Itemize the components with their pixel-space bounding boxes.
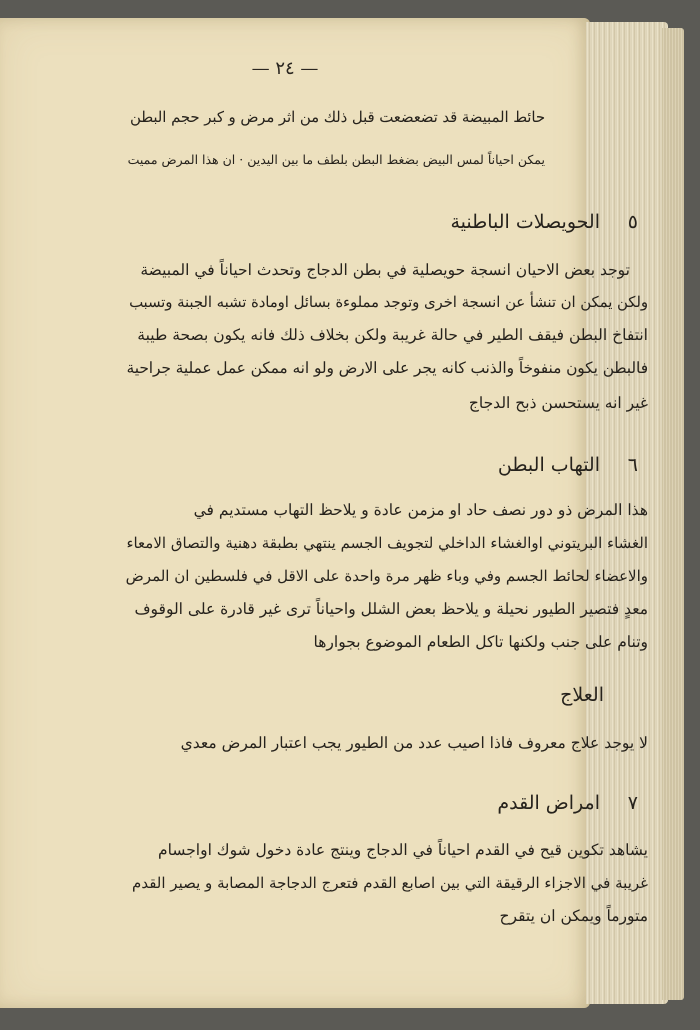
- text-line: انتفاخ البطن فيقف الطير في حالة غريبة ولكن بخلاف ذلك فانه يكون بصحة طيبة: [137, 326, 648, 344]
- section-6-number: ٦: [627, 454, 638, 476]
- text-line: توجد بعض الاحيان انسجة حويصلية في بطن الدجاج وتحدث احياناً في المبيضة: [140, 261, 630, 279]
- text-line: معدٍ فتصير الطيور نحيلة و يلاحظ بعض الشلل واحياناً ترى غير قادرة على الوقوف: [134, 600, 648, 618]
- text-line: لا يوجد علاج معروف فاذا اصيب عدد من الطيور يجب اعتبار المرض معدي: [180, 734, 648, 752]
- text-line: وتنام على جنب ولكنها تاكل الطعام الموضوع بجوارها: [313, 633, 648, 651]
- text-line: يشاهد تكوين قيح في القدم احياناً في الدجاج وينتج عادة دخول شوك اواجسام: [158, 841, 648, 859]
- section-5-title: الحويصلات الباطنية: [450, 211, 600, 233]
- text-line: هذا المرض ذو دور نصف حاد او مزمن عادة و يلاحظ التهاب مستديم في: [193, 501, 648, 519]
- text-line: والاعضاء لحائط الجسم وفي وباء ظهر مرة واحدة على الاقل في فلسطين ان المرض: [125, 567, 648, 585]
- section-7-title: امراض القدم: [497, 792, 600, 814]
- section-5-number: ٥: [627, 211, 638, 233]
- text-line: حائط المبيضة قد تضعضعت قبل ذلك من اثر مرض و كبر حجم البطن: [130, 109, 545, 126]
- text-line: فالبطن يكون منفوخاً والذنب كانه يجر على الارض ولو انه ممكن عمل عملية جراحية: [126, 359, 648, 377]
- text-line: يمكن احياناً لمس البيض بضغط البطن بلطف ما بين اليدين · ان هذا المرض مميت: [127, 152, 545, 167]
- text-line: غريبة في الاجزاء الرقيقة التي بين اصابع القدم فتعرج الدجاجة المصابة و يصير القدم: [132, 874, 648, 892]
- page-number: — ٢٤ —: [251, 58, 319, 79]
- text-line: متورماً ويمكن ان يتقرح: [499, 907, 648, 925]
- section-7-number: ٧: [627, 792, 638, 814]
- treatment-heading: العلاج: [560, 684, 604, 706]
- text-line: الغشاء البريتوني اوالغشاء الداخلي لتجويف الجسم ينتهي بطبقة دهنية والتصاق الامعاء: [126, 534, 648, 552]
- text-line: غير انه يستحسن ذبح الدجاج: [468, 394, 648, 412]
- page-edges-back: [662, 28, 684, 1000]
- section-6-title: التهاب البطن: [497, 454, 600, 476]
- text-line: ولكن يمكن ان تنشأ عن انسجة اخرى وتوجد مملوءة بسائل اومادة تشبه الجبنة وتسبب: [129, 294, 648, 311]
